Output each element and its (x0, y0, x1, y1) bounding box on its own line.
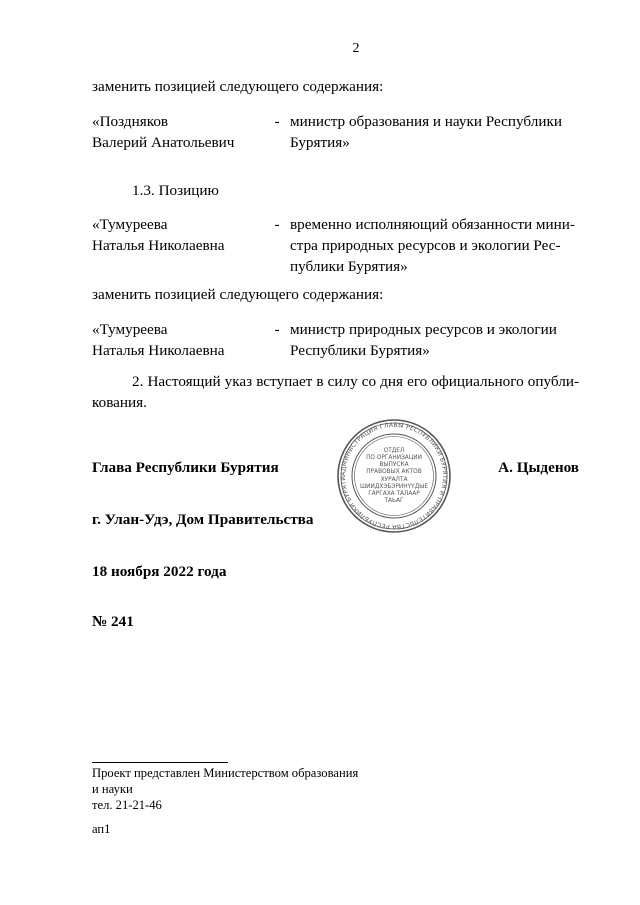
position-entry-3 (92, 319, 579, 367)
footnote-line: тел. 21-21-46 (92, 798, 162, 812)
replace-instruction-2: заменить позицией следующего содержания: (92, 286, 384, 303)
entry-name (92, 214, 272, 256)
entry-role-line: министр природных ресурсов и экологии (290, 321, 557, 338)
entry-dash: - (274, 216, 280, 233)
entry-name-line: «Поздняков (92, 113, 169, 130)
entry-role-line: временно исполняющий обязанности мини- (290, 216, 575, 233)
stamp-center-line: ГАРГАХА ТАЛААР (368, 491, 420, 497)
entry-name (92, 111, 272, 153)
document-date: 18 ноября 2022 года (92, 563, 227, 580)
footnote (92, 765, 452, 813)
footnote-line: и науки (92, 782, 133, 796)
document-place: г. Улан-Удэ, Дом Правительства (92, 511, 314, 528)
stamp-center-line: ХУРАЛТА (380, 477, 408, 483)
entry-role (290, 319, 579, 361)
signature-position: Глава Республики Бурятия (92, 459, 279, 476)
entry-name-line: «Тумуреева (92, 321, 168, 338)
entry-role-line: публики Бурятия» (290, 258, 408, 275)
official-stamp (334, 418, 454, 534)
footnote-divider (92, 762, 228, 763)
signature-name: А. Цыденов (498, 459, 579, 476)
entry-name-line: «Тумуреева (92, 216, 168, 233)
entry-dash: - (274, 321, 280, 338)
item-2-line: 2. Настоящий указ вступает в силу со дня его официального опубли- (132, 373, 579, 390)
entry-role-line: министр образования и науки Республики (290, 113, 562, 130)
entry-name-line: Наталья Николаевна (92, 237, 225, 254)
entry-role-line: Бурятия» (290, 134, 350, 151)
entry-role-line: стра природных ресурсов и экологии Рес- (290, 237, 561, 254)
stamp-seal-icon (334, 418, 454, 534)
position-entry-1 (92, 111, 579, 159)
entry-role (290, 111, 579, 153)
item-2-line: кования. (92, 394, 147, 411)
stamp-center-line: ТАЬАГ (384, 498, 404, 504)
entry-name (92, 319, 272, 361)
entry-role (290, 214, 579, 277)
entry-name-line: Валерий Анатольевич (92, 134, 235, 151)
page-number: 2 (352, 41, 360, 56)
replace-instruction-1: заменить позицией следующего содержания: (92, 78, 384, 95)
entry-name-line: Наталья Николаевна (92, 342, 225, 359)
item-2 (92, 371, 579, 413)
entry-role-line: Республики Бурятия» (290, 342, 430, 359)
position-entry-2 (92, 214, 579, 280)
stamp-ring-text: АДМИНИСТРАЦИЯ ГЛАВЫ РЕСПУБЛИКИ БУРЯТИЯ И ПРАВИТЕЛЬСТВА РЕСПУБЛИКИ БУРЯТИ (339, 421, 449, 531)
stamp-center-line: ШИИДХЭБЭРИНҮҮДЫЕ (359, 484, 429, 490)
footnote-line: Проект представлен Министерством образования (92, 766, 359, 780)
stamp-center-line: ПРАВОВЫХ АКТОВ (366, 469, 422, 475)
stamp-center-line: ПО ОРГАНИЗАЦИИ (366, 455, 422, 461)
entry-dash: - (274, 113, 280, 130)
stamp-center-line: ОТДЕЛ (383, 448, 405, 454)
stamp-center-line: ВЫПУСКА (379, 462, 409, 468)
item-1-3: 1.3. Позицию (132, 182, 219, 199)
document-code: ап1 (92, 822, 111, 836)
document-number: № 241 (92, 613, 134, 630)
